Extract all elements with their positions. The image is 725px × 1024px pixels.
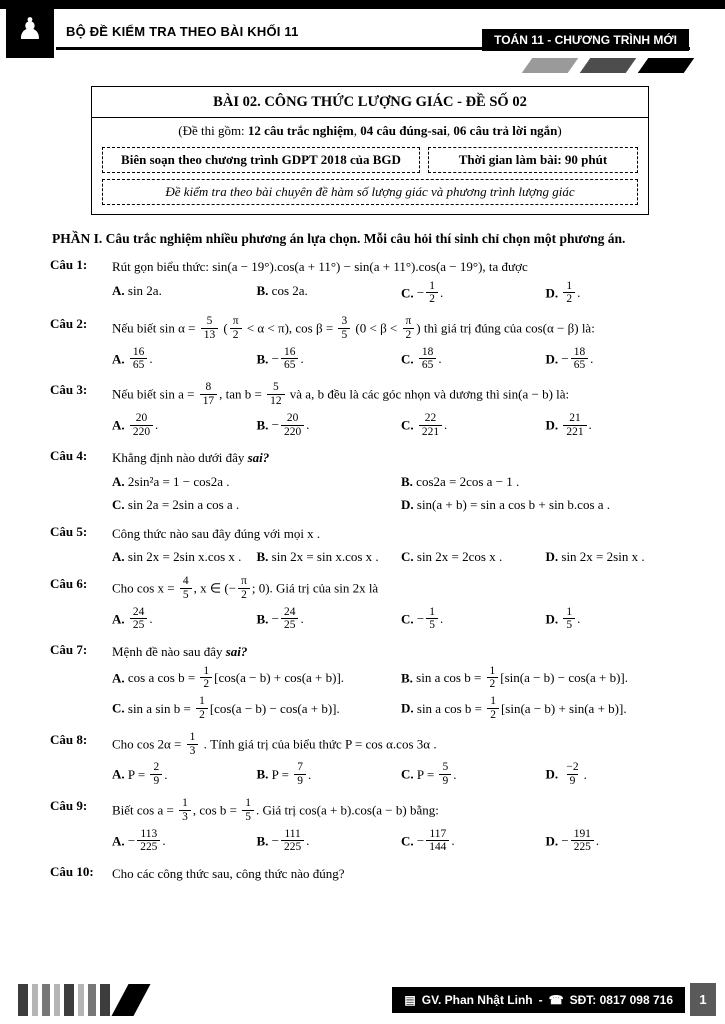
answer-option-text: $\frac{24}{25}$ .	[128, 611, 153, 626]
stripe-black	[638, 58, 695, 73]
answer-option-A	[112, 605, 257, 636]
answer-option-key: B.	[256, 282, 272, 298]
fraction: $\frac{1}{5}$	[242, 797, 254, 824]
question	[50, 732, 690, 791]
answer-option-text: cos 2a.	[271, 282, 308, 298]
exam-meta-row	[102, 147, 638, 173]
answer-option-key: C.	[401, 766, 417, 782]
answer-option-text: cos a cos b = $\frac{1}{2}$ [cos(a − b) + cos(a + b)].	[127, 664, 345, 691]
answer-option-key: B.	[401, 473, 417, 489]
fraction: $\frac{191}{225}$	[571, 828, 594, 855]
exam-subtitle: (Đề thi gồm: 12 câu trắc nghiệm, 04 câu đúng-sai, 06 câu trả lời ngắn)	[178, 123, 562, 138]
footer-wedge	[111, 984, 150, 1016]
answer-option-D	[546, 545, 691, 569]
answer-option-text: $\frac{1}{5}$ .	[561, 611, 580, 626]
fraction: $\frac{1}{2}$	[487, 695, 499, 722]
fraction: $\frac{3}{5}$	[338, 315, 350, 342]
fraction: $\frac{1}{5}$	[563, 606, 575, 633]
answer-option-A	[112, 664, 401, 695]
question	[50, 864, 690, 884]
footer-bar-segment	[32, 984, 38, 1016]
answer-option-key: D.	[545, 549, 562, 565]
answer-option-C	[401, 760, 546, 791]
question	[50, 576, 690, 635]
answer-option-A	[112, 279, 257, 310]
footer-decoration	[18, 984, 142, 1016]
answer-option-key: B.	[256, 832, 272, 848]
answer-option-D	[546, 827, 691, 858]
answer-option-text: sin 2x = sin x.cos x .	[271, 549, 379, 565]
answer-option-A	[112, 345, 257, 376]
answer-option-text: cos2a = 2cos a − 1 .	[416, 473, 520, 489]
answer-option-B	[257, 760, 402, 791]
answer-option-key: A.	[112, 610, 128, 626]
fraction: $\frac{18}{65}$	[419, 346, 436, 373]
fraction: $\frac{-2}{9}$	[566, 761, 579, 788]
answer-option-D	[401, 493, 690, 517]
answer-option-key: C.	[401, 832, 417, 848]
top-bar	[0, 0, 725, 9]
answer-option-A	[112, 760, 257, 791]
fraction: $\frac{111}{225}$	[281, 828, 304, 855]
fraction: $\frac{7}{9}$	[294, 761, 306, 788]
header-badge: TOÁN 11 - CHƯƠNG TRÌNH MỚI	[482, 29, 689, 51]
fraction: $\frac{1}{3}$	[179, 797, 191, 824]
answer-options	[112, 664, 690, 725]
answer-option-key: B.	[401, 669, 417, 685]
answer-option-D	[401, 694, 690, 725]
answer-options	[112, 279, 690, 310]
answer-option-text: P = $\frac{2}{9}$ .	[127, 761, 168, 788]
answer-option-C	[401, 279, 546, 310]
answer-option-key: B.	[256, 766, 272, 782]
footer-bar-segment	[42, 984, 50, 1016]
question	[50, 316, 690, 375]
question	[50, 448, 690, 517]
fraction: $\frac{2}{9}$	[150, 761, 162, 788]
answer-option-B	[401, 470, 690, 494]
answer-option-key: D.	[545, 610, 562, 626]
footer-bar-segment	[64, 984, 74, 1016]
answer-option-D	[546, 279, 691, 310]
answer-options	[112, 411, 690, 442]
footer-bar-segment	[18, 984, 28, 1016]
answer-option-key: D.	[401, 497, 417, 513]
duration-box: Thời gian làm bài: 90 phút	[428, 147, 638, 173]
answer-option-key: D.	[545, 350, 562, 366]
answer-option-key: C.	[401, 549, 417, 565]
questions-list	[50, 257, 690, 884]
fraction: $\frac{\pi}{2}$	[230, 315, 242, 342]
question-stem: Cho các công thức sau, công thức nào đúng?	[112, 866, 345, 882]
question-stem: Cho cos 2α = $\frac{1}{3}$ . Tính giá trị của biểu thức P = cos α.cos 3α .	[112, 730, 437, 757]
question-label: Câu 1:	[50, 257, 88, 272]
question-stem: Mệnh đề nào sau đây sai?	[112, 644, 248, 660]
document-icon: ▤	[404, 993, 416, 1007]
answer-option-key: C.	[401, 350, 417, 366]
answer-option-key: B.	[256, 610, 272, 626]
answer-option-B	[257, 279, 402, 310]
answer-option-text: − $\frac{16}{65}$ .	[271, 345, 304, 372]
fraction: $\frac{\pi}{2}$	[238, 575, 250, 602]
question-stem: Rút gọn biểu thức: sin(a − 19°).cos(a + 11°) − sin(a + 11°).cos(a − 19°), ta được	[112, 259, 528, 274]
question-label: Câu 3:	[50, 382, 88, 398]
fraction: $\frac{1}{3}$	[187, 731, 199, 758]
answer-option-key: A.	[112, 417, 128, 433]
question-stem: Biết cos a = $\frac{1}{3}$ , cos b = $\frac{1}{5}$ . Giá trị cos(a + b).cos(a − b) bằng:	[112, 797, 439, 823]
answer-option-D	[546, 345, 691, 376]
answer-option-key: A.	[112, 832, 128, 848]
fraction: $\frac{20}{220}$	[281, 412, 304, 439]
answer-options	[112, 760, 690, 791]
answer-option-key: A.	[112, 766, 128, 782]
question-label: Câu 5:	[50, 523, 88, 539]
answer-option-text: − $\frac{24}{25}$ .	[271, 605, 304, 632]
answer-option-D	[546, 605, 691, 636]
answer-options	[112, 827, 690, 858]
question-label: Câu 4:	[50, 448, 88, 464]
fraction: $\frac{117}{144}$	[426, 828, 449, 855]
answer-option-key: C.	[401, 284, 417, 300]
part-heading: PHẦN I. Câu trắc nghiệm nhiều phương án lựa chọn. Mỗi câu hỏi thí sinh chỉ chọn một phương án.	[52, 231, 626, 246]
answer-option-text: P = $\frac{5}{9}$ .	[416, 761, 457, 788]
fraction: $\frac{\pi}{2}$	[403, 315, 415, 342]
answer-option-text: $\frac{18}{65}$ .	[417, 351, 442, 366]
answer-option-D	[546, 760, 691, 791]
answer-option-C	[401, 345, 546, 376]
answer-option-B	[257, 545, 402, 569]
answer-option-A	[112, 545, 257, 569]
answer-option-text: $\frac{-2}{9}$ .	[561, 767, 586, 782]
answer-option-text: sin 2a.	[127, 282, 162, 298]
answer-option-B	[257, 827, 402, 858]
answer-option-key: A.	[112, 669, 128, 685]
header-title: BỘ ĐỀ KIỂM TRA THEO BÀI KHỐI 11	[66, 24, 299, 39]
answer-options	[112, 345, 690, 376]
answer-option-C	[112, 493, 401, 517]
question	[50, 798, 690, 857]
teacher-name: GV. Phan Nhật Linh	[421, 993, 533, 1007]
fraction: $\frac{5}{12}$	[267, 381, 284, 408]
answer-option-C	[401, 827, 546, 858]
logo-icon: ♟	[16, 12, 44, 46]
question-stem: Công thức nào sau đây đúng với mọi x .	[112, 525, 321, 541]
answer-option-key: C.	[112, 497, 128, 513]
footer-bar-segment	[54, 984, 60, 1016]
answer-option-A	[112, 411, 257, 442]
answer-option-text: − $\frac{20}{220}$ .	[271, 411, 310, 438]
question-label: Câu 2:	[50, 316, 88, 332]
answer-option-text: $\frac{1}{2}$ .	[561, 285, 580, 300]
footer-bar-segment	[88, 984, 96, 1016]
question-stem: Cho cos x = $\frac{4}{5}$ , x ∈ (− $\frac{\pi}{2}$ ; 0). Giá trị của sin 2x là	[112, 574, 379, 601]
answer-option-text: $\frac{22}{221}$ .	[417, 417, 447, 432]
exam-note-box: Đề kiểm tra theo bài chuyên đề hàm số lượng giác và phương trình lượng giác	[102, 179, 638, 205]
answer-option-text: $\frac{21}{221}$ .	[561, 417, 591, 432]
fraction: $\frac{1}{2}$	[563, 280, 575, 307]
answer-option-B	[257, 345, 402, 376]
exam-title: BÀI 02. CÔNG THỨC LƯỢNG GIÁC - ĐỀ SỐ 02	[92, 87, 648, 118]
answer-option-text: $\frac{16}{65}$ .	[128, 351, 153, 366]
answer-option-text: sin 2x = 2cos x .	[416, 549, 503, 565]
fraction: $\frac{1}{2}$	[200, 665, 212, 692]
question-label: Câu 10:	[50, 864, 94, 880]
answer-option-key: A.	[112, 350, 128, 366]
answer-option-key: D.	[545, 284, 562, 300]
question	[50, 257, 690, 309]
answer-option-key: B.	[256, 549, 272, 565]
exam-title-box	[91, 86, 649, 215]
page-content	[50, 82, 690, 891]
question-label: Câu 7:	[50, 642, 88, 658]
answer-option-A	[112, 827, 257, 858]
fraction: $\frac{16}{65}$	[130, 346, 147, 373]
answer-option-text: sin 2x = 2sin x .	[561, 549, 645, 565]
fraction: $\frac{1}{2}$	[487, 665, 499, 692]
answer-option-text: sin 2x = 2sin x.cos x .	[127, 549, 242, 565]
answer-option-key: C.	[401, 610, 417, 626]
answer-option-text: $\frac{20}{220}$ .	[128, 417, 158, 432]
answer-option-C	[401, 545, 546, 569]
answer-option-key: A.	[112, 549, 128, 565]
answer-option-C	[401, 411, 546, 442]
answer-option-text: sin a cos b = $\frac{1}{2}$ [sin(a − b) + sin(a + b)].	[416, 695, 627, 722]
answer-option-C	[401, 605, 546, 636]
answer-option-key: A.	[112, 282, 128, 298]
fraction: $\frac{5}{13}$	[201, 315, 218, 342]
fraction: $\frac{8}{17}$	[200, 381, 217, 408]
page-number: 1	[690, 983, 716, 1016]
answer-option-A	[112, 470, 401, 494]
fraction: $\frac{1}{2}$	[426, 280, 438, 307]
answer-option-key: C.	[112, 700, 128, 716]
question-label: Câu 8:	[50, 731, 88, 747]
answer-option-text: sin(a + b) = sin a cos b + sin b.cos a .	[416, 497, 611, 513]
answer-option-text: − $\frac{113}{225}$ .	[127, 827, 166, 854]
fraction: $\frac{24}{25}$	[281, 606, 298, 633]
fraction: $\frac{113}{225}$	[137, 828, 160, 855]
answer-option-key: D.	[401, 700, 417, 716]
answer-options	[112, 605, 690, 636]
fraction: $\frac{1}{2}$	[196, 695, 208, 722]
answer-option-B	[257, 605, 402, 636]
answer-option-key: D.	[545, 417, 562, 433]
stripe-light	[522, 58, 579, 73]
decorative-stripes	[527, 58, 689, 73]
footer-bar-segment	[100, 984, 110, 1016]
answer-options	[112, 470, 690, 517]
answer-options	[112, 545, 690, 569]
footer-dash: -	[538, 993, 543, 1007]
question-stem: Khẳng định nào dưới đây sai?	[112, 450, 270, 466]
answer-option-C	[112, 694, 401, 725]
answer-option-key: A.	[112, 473, 128, 489]
answer-option-text: − $\frac{18}{65}$ .	[561, 345, 594, 372]
question-stem: Nếu biết sin α = $\frac{5}{13}$ ( $\frac{\pi}{2}$ < α < π), cos β = $\frac{3}{5}$ (0 < β < $\frac{\pi}{2}$ ) thì giá trị đúng của cos(α − β) là:	[112, 315, 595, 341]
fraction: $\frac{21}{221}$	[563, 412, 586, 439]
answer-option-text: − $\frac{1}{5}$ .	[416, 605, 444, 632]
question	[50, 524, 690, 569]
answer-option-text: − $\frac{117}{144}$ .	[416, 827, 455, 854]
question-label: Câu 6:	[50, 575, 88, 591]
question-stem: Nếu biết sin a = $\frac{8}{17}$ , tan b = $\frac{5}{12}$ và a, b đều là các góc nhọn và dương thì sin(a − b) là:	[112, 381, 570, 408]
answer-option-text: − $\frac{1}{2}$ .	[416, 279, 444, 306]
answer-option-key: B.	[256, 350, 272, 366]
answer-option-B	[401, 664, 690, 695]
question	[50, 382, 690, 441]
fraction: $\frac{18}{65}$	[571, 346, 588, 373]
fraction: $\frac{22}{221}$	[419, 412, 442, 439]
answer-option-text: sin a sin b = $\frac{1}{2}$ [cos(a − b) − cos(a + b)].	[127, 695, 340, 722]
fraction: $\frac{24}{25}$	[130, 606, 147, 633]
answer-option-text: sin a cos b = $\frac{1}{2}$ [sin(a − b) − cos(a + b)].	[416, 664, 629, 691]
fraction: $\frac{20}{220}$	[130, 412, 153, 439]
answer-option-text: P = $\frac{7}{9}$ .	[271, 761, 312, 788]
answer-option-key: B.	[256, 417, 272, 433]
stripe-dark	[580, 58, 637, 73]
phone-icon: ☎	[548, 993, 564, 1007]
answer-option-text: − $\frac{191}{225}$ .	[561, 827, 600, 854]
phone-number: SĐT: 0817 098 716	[569, 993, 673, 1007]
brand-logo	[6, 0, 54, 58]
answer-option-text: − $\frac{111}{225}$ .	[271, 827, 310, 854]
answer-option-D	[546, 411, 691, 442]
answer-option-key: D.	[545, 832, 562, 848]
answer-option-key: D.	[545, 766, 562, 782]
fraction: $\frac{16}{65}$	[281, 346, 298, 373]
question-label: Câu 9:	[50, 798, 88, 814]
footer-bar-segment	[78, 984, 84, 1016]
fraction: $\frac{4}{5}$	[180, 575, 192, 602]
question	[50, 642, 690, 725]
footer-info	[392, 987, 685, 1013]
answer-option-text: 2sin²a = 1 − cos2a .	[127, 473, 230, 489]
fraction: $\frac{5}{9}$	[439, 761, 451, 788]
answer-option-key: C.	[401, 417, 417, 433]
fraction: $\frac{1}{5}$	[426, 606, 438, 633]
curriculum-box: Biên soạn theo chương trình GDPT 2018 của BGD	[102, 147, 420, 173]
answer-option-B	[257, 411, 402, 442]
answer-option-text: sin 2a = 2sin a cos a .	[127, 497, 240, 513]
